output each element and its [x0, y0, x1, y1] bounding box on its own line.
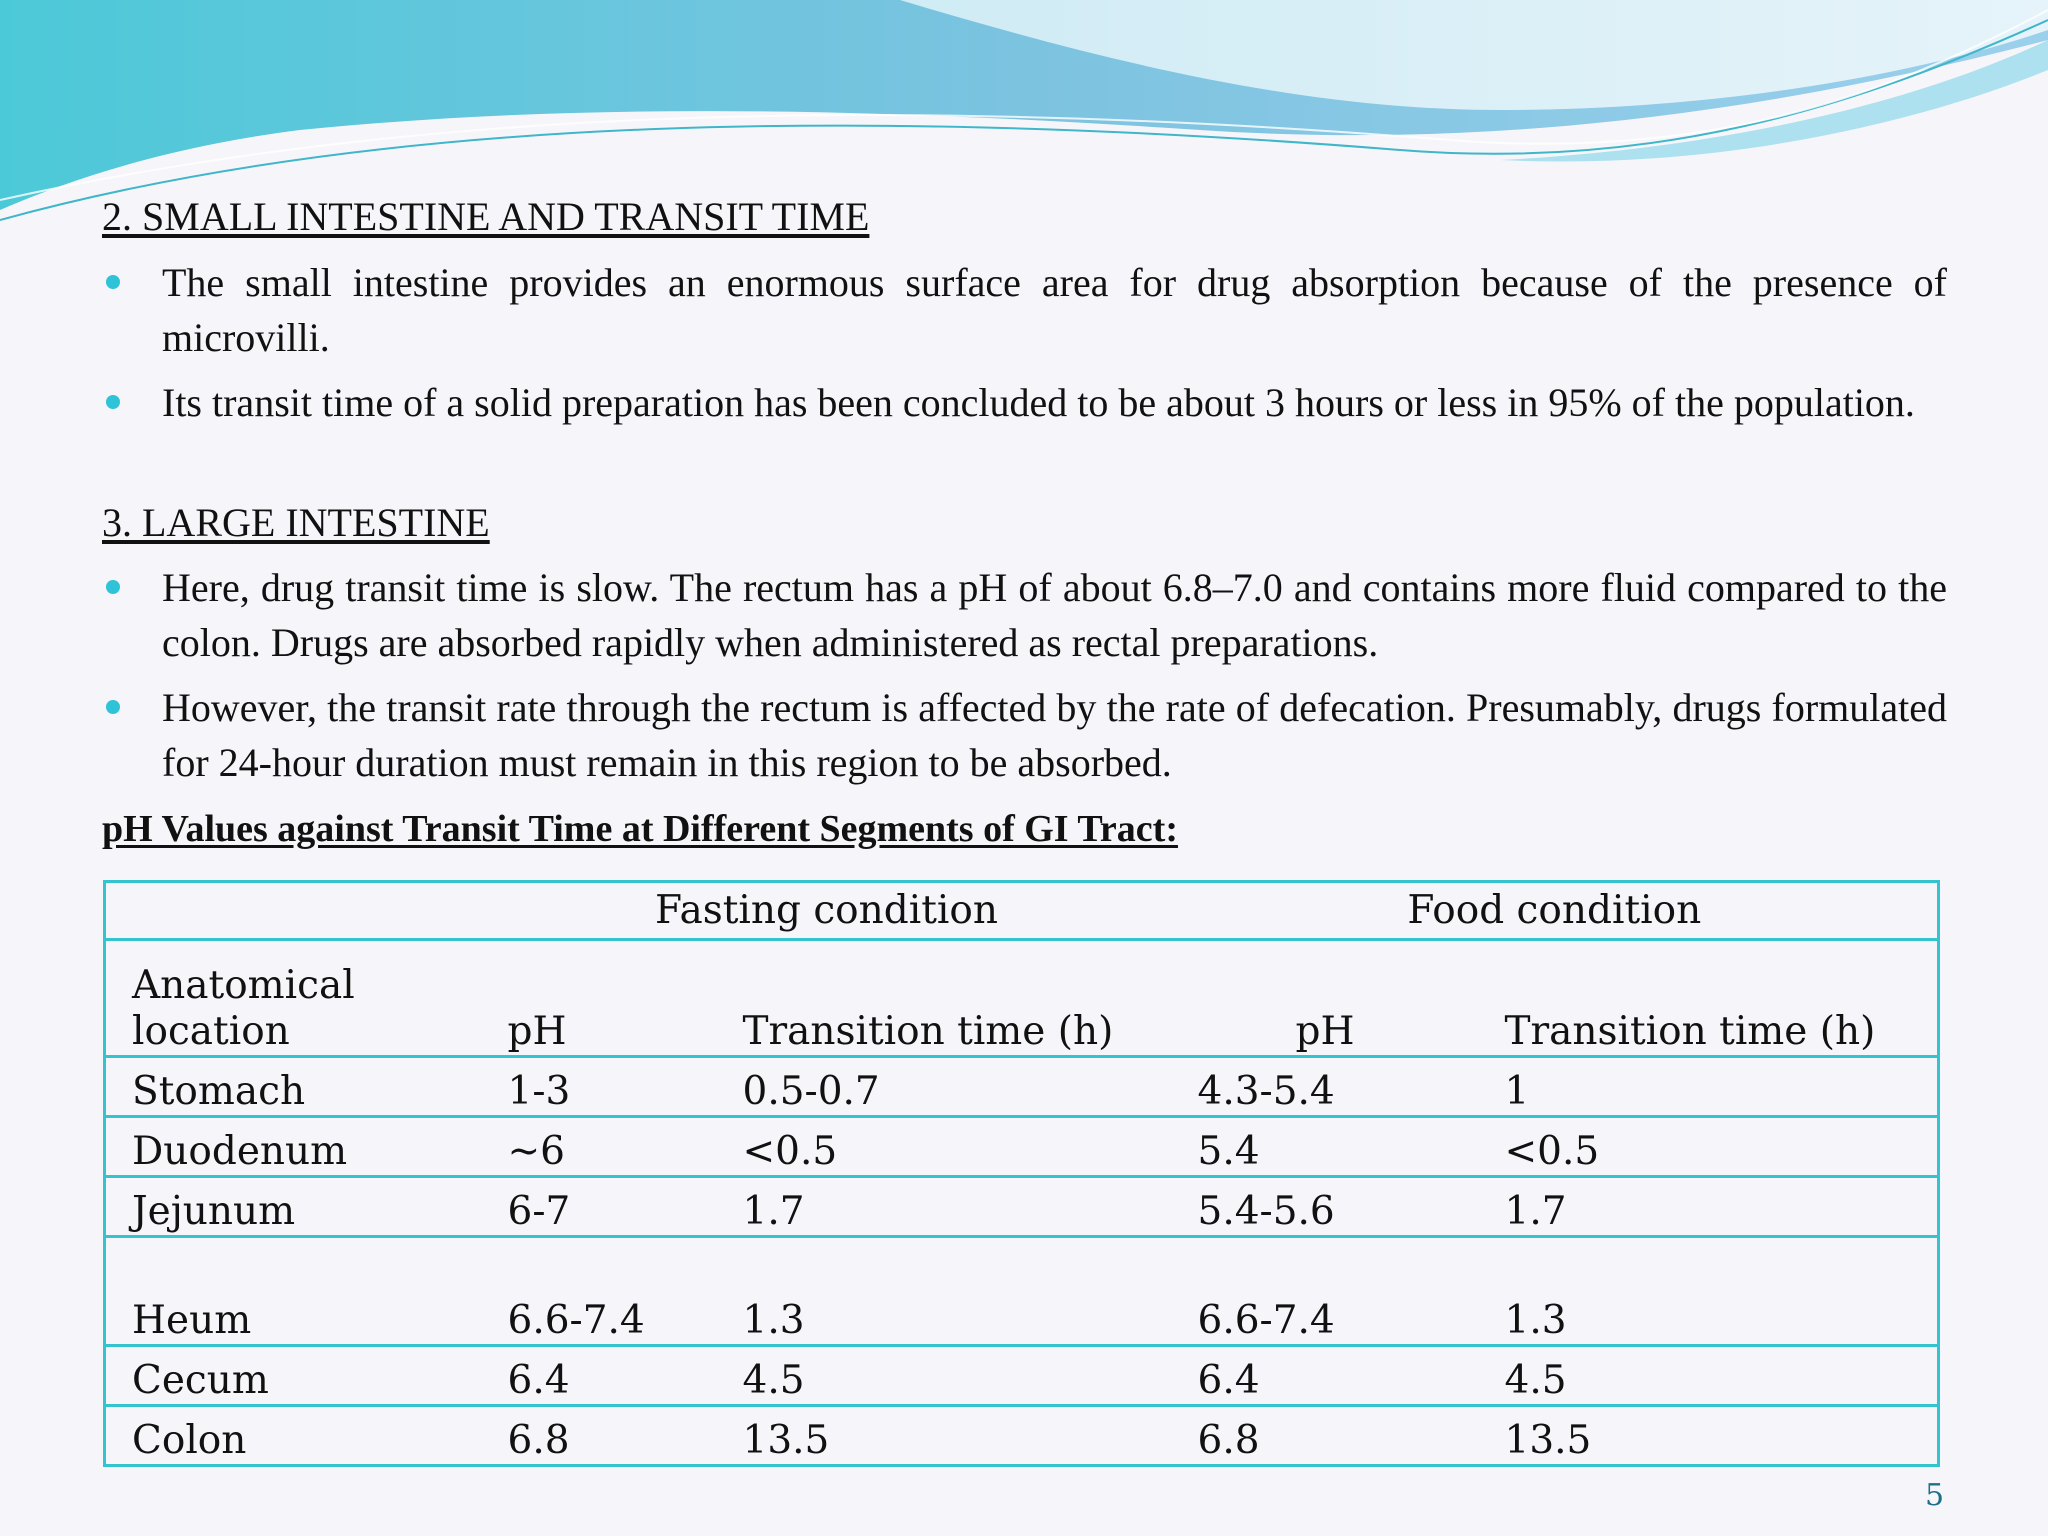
cell-ph-food: 6.6-7.4	[1172, 1237, 1479, 1346]
table-row	[105, 1117, 1939, 1177]
cell-ph-fasting: 6.8	[482, 1406, 717, 1466]
table-group-header-row	[105, 882, 1939, 940]
bullet-dot-icon	[106, 700, 120, 714]
cell-time-fasting: 1.7	[717, 1177, 1172, 1237]
ph-transit-table	[103, 880, 1940, 1467]
table-title: pH Values against Transit Time at Different Segments of GI Tract:	[102, 808, 1178, 850]
bullet-item: The small intestine provides an enormous surface area for drug absorption because of the presence of microvilli.	[102, 255, 1947, 365]
bullet-item: Its transit time of a solid preparation has been concluded to be about 3 hours or less in 95% of the population.	[102, 375, 1947, 430]
cell-location: Jejunum	[105, 1177, 482, 1237]
section-heading-large-intestine: 3. LARGE INTESTINE	[102, 500, 490, 545]
bullet-item: However, the transit rate through the rectum is affected by the rate of defecation. Presumably, drugs formulated for 24-hour duration must remain in this region to be absorbed.	[102, 680, 1947, 790]
cell-time-food: 1	[1479, 1057, 1939, 1117]
cell-time-food: <0.5	[1479, 1117, 1939, 1177]
cell-time-food: 1.7	[1479, 1177, 1939, 1237]
group-header-food: Food condition	[1172, 882, 1939, 940]
cell-ph-food: 5.4-5.6	[1172, 1177, 1479, 1237]
table-row	[105, 1057, 1939, 1117]
cell-ph-food: 5.4	[1172, 1117, 1479, 1177]
bullet-dot-icon	[106, 580, 120, 594]
column-header-time-fasting: Transition time (h)	[717, 940, 1172, 1057]
cell-time-fasting: <0.5	[717, 1117, 1172, 1177]
column-header-ph-food: pH	[1172, 940, 1479, 1057]
cell-ph-food: 4.3-5.4	[1172, 1057, 1479, 1117]
page-number: 5	[1925, 1478, 1945, 1513]
cell-ph-food: 6.4	[1172, 1346, 1479, 1406]
bullet-list-small-intestine	[102, 255, 1947, 440]
cell-time-fasting: 0.5-0.7	[717, 1057, 1172, 1117]
cell-location: Cecum	[105, 1346, 482, 1406]
bullet-item: Here, drug transit time is slow. The rectum has a pH of about 6.8–7.0 and contains more fluid compared to the colon. Drugs are absorbed rapidly when administered as rectal preparations.	[102, 560, 1947, 670]
column-header-location: Anatomical location	[105, 940, 482, 1057]
cell-location: Stomach	[105, 1057, 482, 1117]
cell-time-food: 1.3	[1479, 1237, 1939, 1346]
bullet-dot-icon	[106, 395, 120, 409]
column-header-time-food: Transition time (h)	[1479, 940, 1939, 1057]
table-row	[105, 1237, 1939, 1346]
bullet-dot-icon	[106, 275, 120, 289]
cell-ph-fasting: ~6	[482, 1117, 717, 1177]
cell-ph-fasting: 6.6-7.4	[482, 1237, 717, 1346]
table-corner-cell	[105, 882, 482, 940]
bullet-list-large-intestine	[102, 560, 1947, 800]
section-heading-small-intestine: 2. SMALL INTESTINE AND TRANSIT TIME	[102, 194, 870, 239]
cell-time-food: 13.5	[1479, 1406, 1939, 1466]
table-row	[105, 1406, 1939, 1466]
cell-time-fasting: 4.5	[717, 1346, 1172, 1406]
table-column-header-row	[105, 940, 1939, 1057]
cell-location: Heum	[105, 1237, 482, 1346]
cell-location: Duodenum	[105, 1117, 482, 1177]
column-header-ph-fasting: pH	[482, 940, 717, 1057]
cell-time-fasting: 13.5	[717, 1406, 1172, 1466]
cell-ph-fasting: 6.4	[482, 1346, 717, 1406]
cell-time-food: 4.5	[1479, 1346, 1939, 1406]
cell-ph-fasting: 6-7	[482, 1177, 717, 1237]
cell-time-fasting: 1.3	[717, 1237, 1172, 1346]
table-row	[105, 1177, 1939, 1237]
table-row	[105, 1346, 1939, 1406]
cell-location: Colon	[105, 1406, 482, 1466]
group-header-fasting: Fasting condition	[482, 882, 1172, 940]
cell-ph-food: 6.8	[1172, 1406, 1479, 1466]
cell-ph-fasting: 1-3	[482, 1057, 717, 1117]
